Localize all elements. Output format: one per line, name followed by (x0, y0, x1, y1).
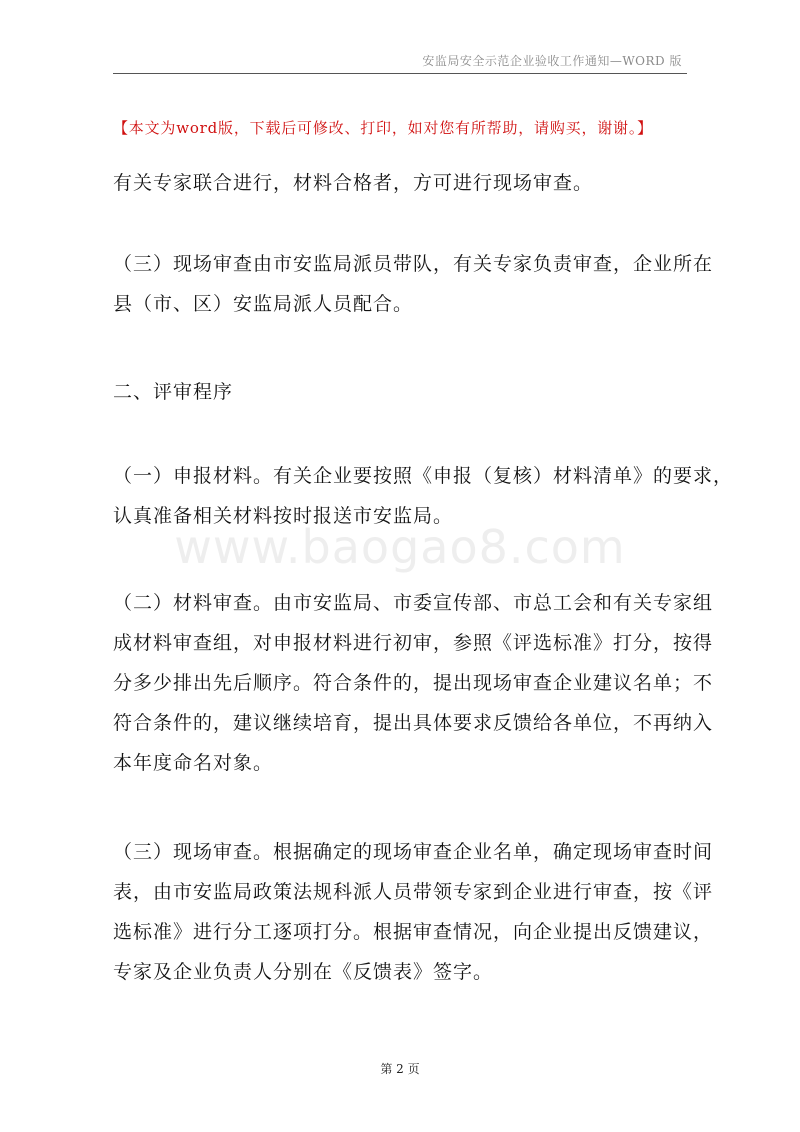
paragraph-expert-review (113, 163, 693, 203)
paragraph-line: 选标准》进行分工逐项打分。根据审查情况，向企业提出反馈建议， (113, 921, 714, 943)
paragraph-line: 县（市、区）安监局派人员配合。 (113, 293, 414, 315)
paragraph-line: （三）现场审查由市安监局派员带队，有关专家负责审查，企业所在 (113, 253, 714, 275)
page-number: 第 2 页 (380, 1062, 420, 1076)
download-notice: 【本文为word版，下载后可修改、打印，如对您有所帮助，请购买，谢谢。】 (113, 119, 653, 137)
paragraph-line: 认真准备相关材料按时报送市安监局。 (113, 505, 454, 527)
watermark: www.baogao8.com (174, 520, 626, 574)
paragraph-application (113, 456, 734, 536)
paragraph-line: （一）申报材料。有关企业要按照《申报（复核）材料清单》的要求， (113, 465, 734, 487)
paragraph-onsite-review-team (113, 244, 714, 324)
header-divider (113, 73, 687, 74)
paragraph-line: 专家及企业负责人分别在《反馈表》签字。 (113, 961, 494, 983)
paragraph-line: 分多少排出先后顺序。符合条件的，提出现场审查企业建议名单；不 (113, 672, 714, 694)
paragraph-line: 本年度命名对象。 (113, 752, 274, 774)
paragraph-line: 有关专家联合进行，材料合格者，方可进行现场审查。 (113, 172, 594, 194)
paragraph-line: 符合条件的，建议继续培育，提出具体要求反馈给各单位，不再纳入 (113, 712, 714, 734)
paragraph-line: （二）材料审查。由市安监局、市委宣传部、市总工会和有关专家组 (113, 592, 714, 614)
paragraph-line: 表，由市安监局政策法规科派人员带领专家到企业进行审查，按《评 (113, 881, 714, 903)
paragraph-line: 成材料审查组，对申报材料进行初审，参照《评选标准》打分，按得 (113, 632, 714, 654)
section-heading: 二、评审程序 (113, 381, 234, 403)
section-heading-procedure (113, 372, 693, 412)
paragraph-line: （三）现场审查。根据确定的现场审查企业名单，确定现场审查时间 (113, 841, 714, 863)
paragraph-material-review (113, 583, 714, 783)
paragraph-onsite-review (113, 832, 714, 992)
page-header-title: 安监局安全示范企业验收工作通知—WORD 版 (422, 54, 682, 68)
